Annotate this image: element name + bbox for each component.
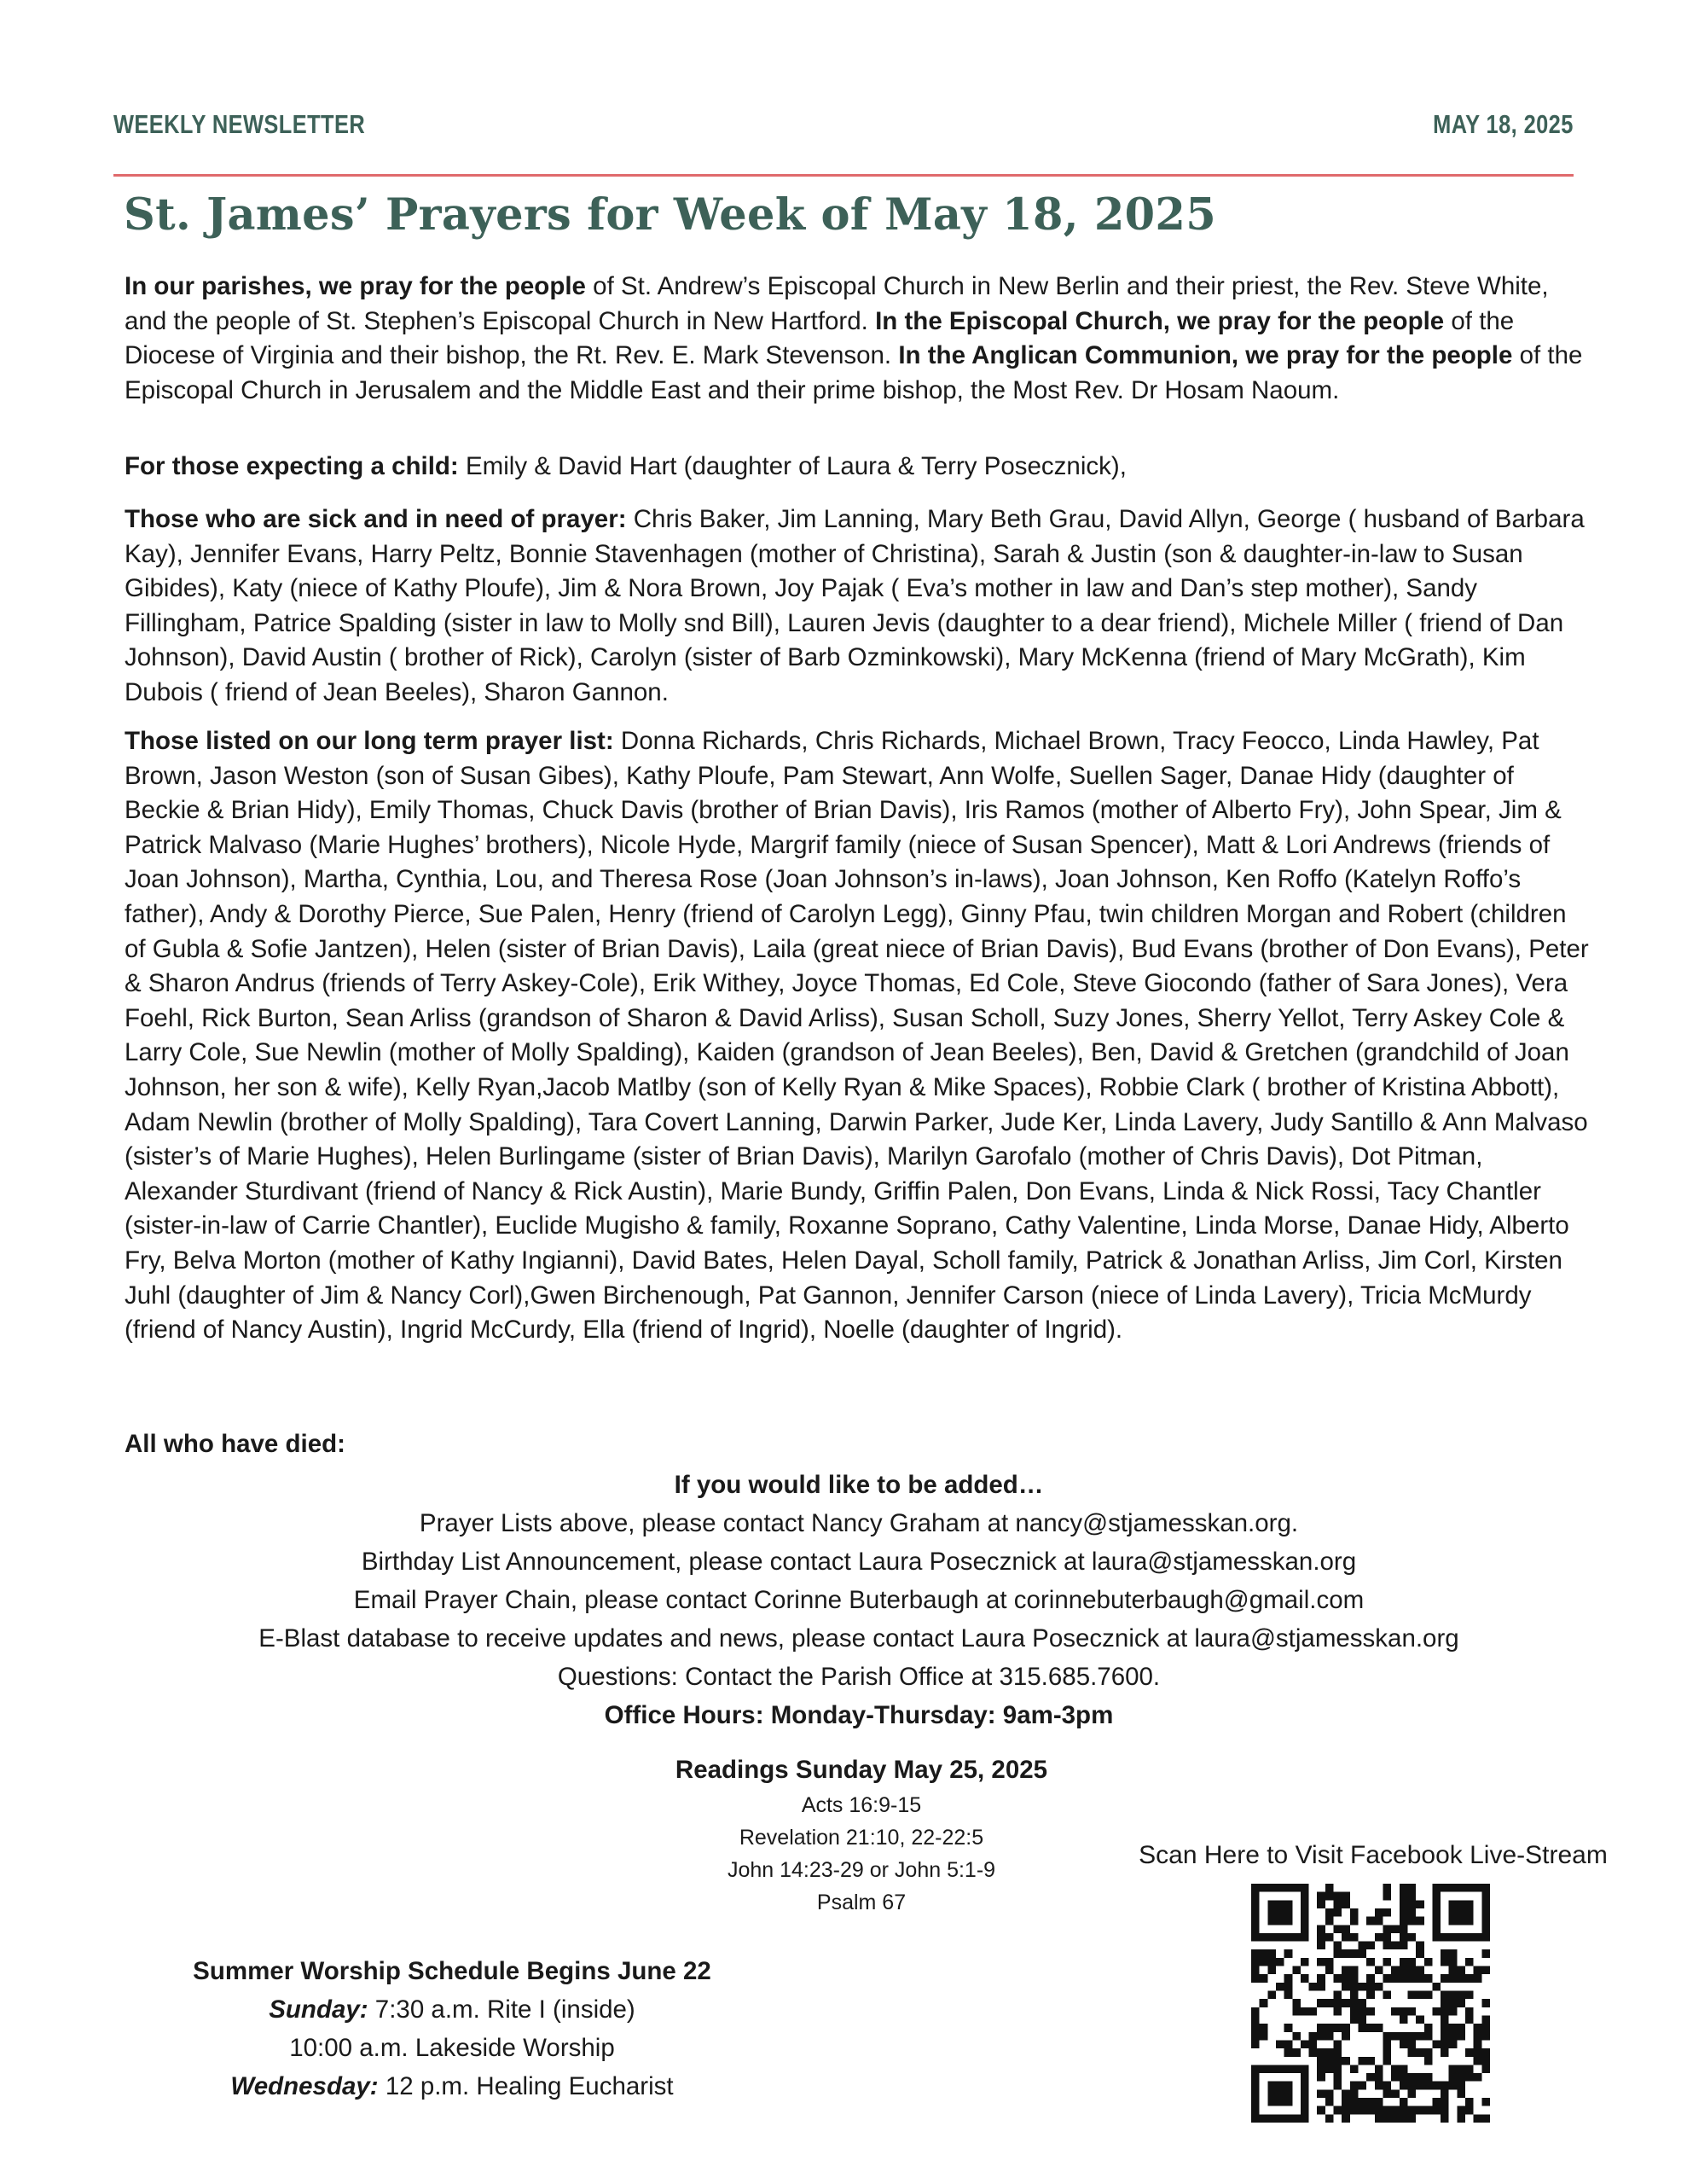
intro-anglican-text: of the Episcopal Church in Jerusalem and the Middle East and their prime bishop, the Most Rev. Dr Hosam Naoum. xyxy=(125,341,1583,404)
sunday-service-1: 7:30 a.m. Rite I (inside) xyxy=(368,1995,635,2024)
intro-anglican-label: In the Anglican Communion, we pray for the people xyxy=(898,341,1513,370)
long-term-label: Those listed on our long term prayer list: xyxy=(125,727,614,755)
sick-label: Those who are sick and in need of prayer: xyxy=(125,505,627,533)
newsletter-header xyxy=(113,109,1574,150)
died-label: All who have died: xyxy=(125,1430,345,1458)
wednesday-label: Wednesday: xyxy=(230,2072,379,2100)
readings-title: Readings Sunday May 25, 2025 xyxy=(675,1756,1048,1784)
reading-item: Acts 16:9-15 xyxy=(801,1793,922,1817)
facebook-qr-code[interactable] xyxy=(1251,1884,1490,2123)
newsletter-date: MAY 18, 2025 xyxy=(1433,109,1574,139)
intro-parishes-label: In our parishes, we pray for the people xyxy=(125,272,586,300)
long-term-paragraph xyxy=(125,724,1593,1348)
contact-section xyxy=(125,1466,1593,1734)
long-term-text: Donna Richards, Chris Richards, Michael Brown, Tracy Feocco, Linda Hawley, Pat Brown, Jason Weston (son of Susan Gibes), Kathy Ploufe, Pam Stewart, Ann Wolfe, Suellen Sager, Danae Hidy (daughter of Beckie & Brian Hidy), Emily Thomas, Chuck Davis (brother of Brian Davis), Iris Ramos (mother of Alberto Fry), John Spear, Jim & Patrick Malvaso (Marie Hughes’ brothers), Nicole Hyde, Margrif family (niece of Susan Spencer), Matt & Lori Andrews (friends of Joan Johnson), Martha, Cynthia, Lou, and Theresa Rose (Joan Johnson’s in-laws), Joan Johnson, Ken Roffo (Katelyn Roffo’s father), Andy & Dorothy Pierce, Sue Palen, Henry (friend of Carolyn Legg), Ginny Pfau, twin children Morgan and Robert (children of Gubla & Sofie Jantzen), Helen (sister of Brian Davis), Laila (great niece of Brian Davis), Bud Evans (brother of Don Evans), Peter & Sharon Andrus (friends of Terry Askey-Cole), Erik Withey, Joyce Thomas, Ed Cole, Steve Giocondo (father of Sara Jones), Vera Foehl, Rick Burton, Sean Arliss (grandson of Sharon & David Arliss), Susan Scholl, Suzy Jones, Sherry Yellot, Terry Askey Cole & Larry Cole, Sue Newlin (mother of Molly Spalding), Kaiden (grandson of Jean Beeles), Ben, David & Gretchen (grandchild of Joan Johnson, her son & wife), Kelly Ryan,Jacob Matlby (son of Kelly Ryan & Mike Spaces), Robbie Clark ( brother of Kristina Abbott), Adam Newlin (brother of Molly Spalding), Tara Covert Lanning, Darwin Parker, Jude Ker, Linda Lavery, Judy Santillo & Ann Malvaso (sister’s of Marie Hughes), Helen Burlingame (sister of Brian Davis), Marilyn Garofalo (mother of Chris Davis), Dot Pitman, Alexander Sturdivant (friend of Nancy & Rick Austin), Marie Bundy, Griffin Palen, Don Evans, Linda & Nick Rossi, Tacy Chantler (sister-in-law of Carrie Chantler), Euclide Mugisho & family, Roxanne Soprano, Cathy Valentine, Linda Morse, Danae Hidy, Alberto Fry, Belva Morton (mother of Kathy Ingianni), David Bates, Helen Dayal, Scholl family, Patrick & Jonathan Arliss, Jim Corl, Kirsten Juhl (daughter of Jim & Nancy Corl),Gwen Birchenough, Pat Gannon, Jennifer Carson (niece of Linda Lavery), Tricia McMurdy (friend of Nancy Austin), Ingrid McCurdy, Ella (friend of Ingrid), Noelle (daughter of Ingrid). xyxy=(125,727,1589,1345)
office-hours: Office Hours: Monday-Thursday: 9am-3pm xyxy=(604,1701,1114,1729)
sick-paragraph xyxy=(125,502,1593,711)
summer-title: Summer Worship Schedule Begins June 22 xyxy=(193,1957,711,1985)
sunday-service-2: 10:00 a.m. Lakeside Worship xyxy=(289,2034,615,2062)
expecting-label: For those expecting a child: xyxy=(125,452,459,480)
intro-episcopal-label: In the Episcopal Church, we pray for the people xyxy=(875,306,1445,335)
qr-modules xyxy=(1251,1884,1490,2123)
page-title: St. James’ Prayers for Week of May 18, 2025 xyxy=(124,189,1217,241)
sunday-label: Sunday: xyxy=(269,1995,368,2024)
intro-parishes-text: of St. Andrew’s Episcopal Church in New Berlin and their priest, the Rev. Steve White, and the people of St. Stephen’s Episcopal Church in New Hartford. xyxy=(125,272,1549,335)
intro-paragraph xyxy=(125,270,1593,408)
contact-heading: If you would like to be added… xyxy=(674,1471,1044,1499)
readings-section xyxy=(563,1751,1160,1919)
expecting-text: Emily & David Hart (daughter of Laura & Terry Posecznick), xyxy=(458,452,1127,480)
contact-eblast: E-Blast database to receive updates and news, please contact Laura Posecznick at laura@stjamesskan.org xyxy=(258,1624,1459,1653)
facebook-scan-label: Scan Here to Visit Facebook Live-Stream xyxy=(1139,1841,1608,1869)
wednesday-service: 12 p.m. Healing Eucharist xyxy=(378,2072,674,2100)
reading-item: Psalm 67 xyxy=(816,1891,907,1914)
header-divider xyxy=(113,174,1574,177)
contact-prayer-lists: Prayer Lists above, please contact Nancy Graham at nancy@stjamesskan.org. xyxy=(419,1509,1299,1537)
contact-email-chain: Email Prayer Chain, please contact Corinne Buterbaugh at corinnebuterbaugh@gmail.com xyxy=(353,1586,1365,1614)
sick-text: Chris Baker, Jim Lanning, Mary Beth Grau, David Allyn, George ( husband of Barbara Kay), Jennifer Evans, Harry Peltz, Bonnie Stavenhagen (mother of Christina), Sarah & Justin (son & daughter-in-law to Susan Gibides), Katy (niece of Kathy Ploufe), Jim & Nora Brown, Joy Pajak ( Eva’s mother in law and Dan’s step mother), Sandy Fillingham, Patrice Spalding (sister in law to Molly snd Bill), Lauren Jevis (daughter to a dear friend), Michele Miller ( friend of Dan Johnson), David Austin ( brother of Rick), Carolyn (sister of Barb Ozminkowski), Mary McKenna (friend of Mary McGrath), Kim Dubois ( friend of Jean Beeles), Sharon Gannon. xyxy=(125,505,1585,706)
contact-birthday: Birthday List Announcement, please contact Laura Posecznick at laura@stjamesskan.org xyxy=(361,1548,1357,1576)
contact-questions: Questions: Contact the Parish Office at 315.685.7600. xyxy=(557,1663,1161,1691)
summer-schedule xyxy=(145,1952,759,2106)
reading-item: John 14:23-29 or John 5:1-9 xyxy=(727,1858,996,1882)
intro-episcopal-text: of the Diocese of Virginia and their bishop, the Rt. Rev. E. Mark Stevenson. xyxy=(125,306,1515,370)
newsletter-label: WEEKLY NEWSLETTER xyxy=(113,109,366,139)
expecting-paragraph xyxy=(125,450,1593,485)
died-paragraph xyxy=(125,1427,1593,1462)
reading-item: Revelation 21:10, 22-22:5 xyxy=(739,1826,984,1850)
